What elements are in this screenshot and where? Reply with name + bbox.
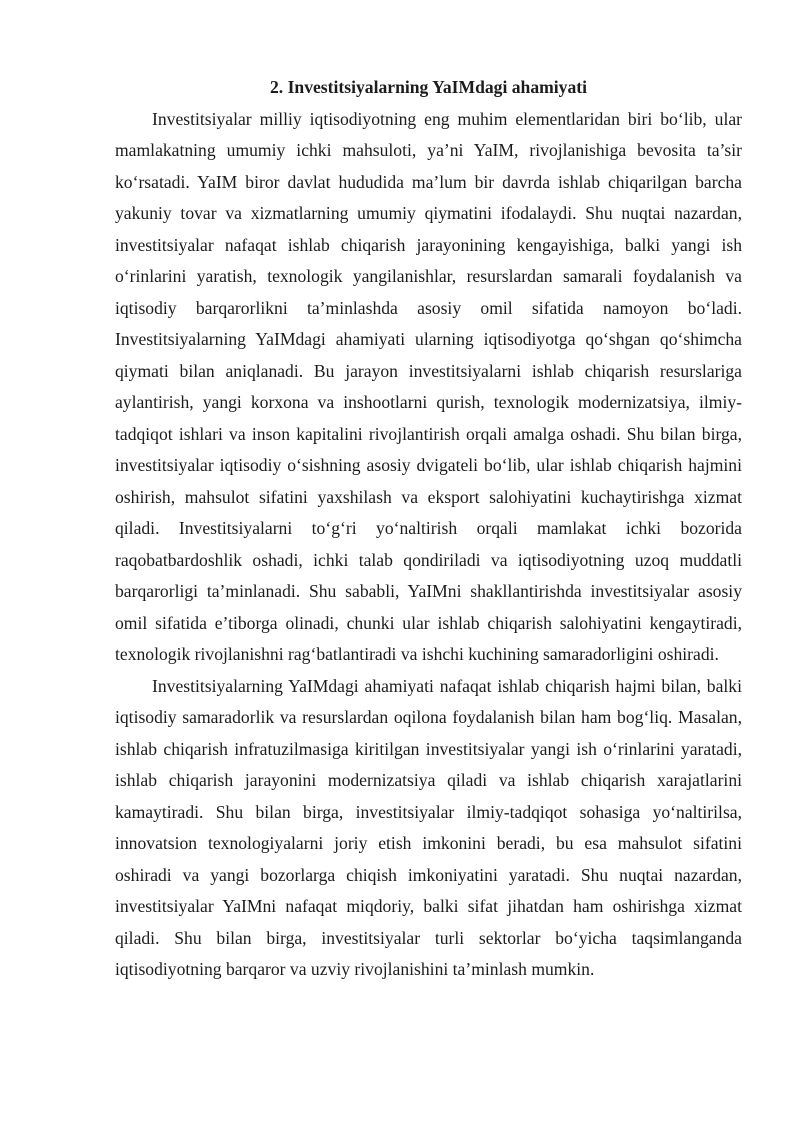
section-heading: 2. Investitsiyalarning YaIMdagi ahamiyati [269, 77, 588, 97]
paragraph-1: Investitsiyalar milliy iqtisodiyotning eng muhim elementlaridan biri bo‘lib, ular mamlakatning umumiy ichki mahsuloti, ya’ni YaIM, rivojlanishiga bevosita ta’sir ko‘rsatadi. YaIM biror davlat hududida ma’lum bir davrda ishlab chiqarilgan barcha yakuniy tovar va xizmatlarning umumiy qiymatini ifodalaydi. Shu nuqtai nazardan, investitsiyalar nafaqat ishlab chiqarish jarayonining kengayishiga, balki yangi ish o‘rinlarini yaratish, texnologik yangilanishlar, resurslardan samarali foydalanish va iqtisodiy barqarorlikni ta’minlashda asosiy omil sifatida namoyon bo‘ladi. Investitsiyalarning YaIMdagi ahamiyati ularning iqtisodiyotga qo‘shgan qo‘shimcha qiymati bilan aniqlanadi. Bu jarayon investitsiyalarni ishlab chiqarish resurslariga aylantirish, yangi korxona va inshootlarni qurish, texnologik modernizatsiya, ilmiy-tadqiqot ishlari va inson kapitalini rivojlantirish orqali amalga oshadi. Shu bilan birga, investitsiyalar iqtisodiy o‘sishning asosiy dvigateli bo‘lib, ular ishlab chiqarish hajmini oshirish, mahsulot sifatini yaxshilash va eksport salohiyatini kuchaytirishga xizmat qiladi. Investitsiyalarni to‘g‘ri yo‘naltirish orqali mamlakat ichki bozorida raqobatbardoshlik oshadi, ichki talab qondiriladi va iqtisodiyotning uzoq muddatli barqarorligi ta’minlanadi. Shu sababli, YaIMni shakllantirishda investitsiyalar asosiy omil sifatida e’tiborga olinadi, chunki ular ishlab chiqarish salohiyatini kengaytiradi, texnologik rivojlanishni rag‘batlantiradi va ishchi kuchining samaradorligini oshiradi. [115, 108, 742, 664]
paragraph-2: Investitsiyalarning YaIMdagi ahamiyati nafaqat ishlab chiqarish hajmi bilan, balki iqtisodiy samaradorlik va resurslardan oqilona foydalanish bilan ham bog‘liq. Masalan, ishlab chiqarish infratuzilmasiga kiritilgan investitsiyalar yangi ish o‘rinlarini yaratadi, ishlab chiqarish jarayonini modernizatsiya qiladi va ishlab chiqarish xarajatlarini kamaytiradi. Shu bilan birga, investitsiyalar ilmiy-tadqiqot sohasiga yo‘naltirilsa, innovatsion texnologiyalarni joriy etish imkonini beradi, bu esa mahsulot sifatini oshiradi va yangi bozorlarga chiqish imkoniyatini yaratadi. Shu nuqtai nazardan, investitsiyalar YaIMni nafaqat miqdoriy, balki sifat jihatdan ham oshirishga xizmat qiladi. Shu bilan birga, investitsiyalar turli sektorlar bo‘yicha taqsimlanganda iqtisodiyotning barqaror va uzviy rivojlanishini ta’minlash mumkin. [115, 675, 742, 979]
document-body [115, 72, 742, 986]
